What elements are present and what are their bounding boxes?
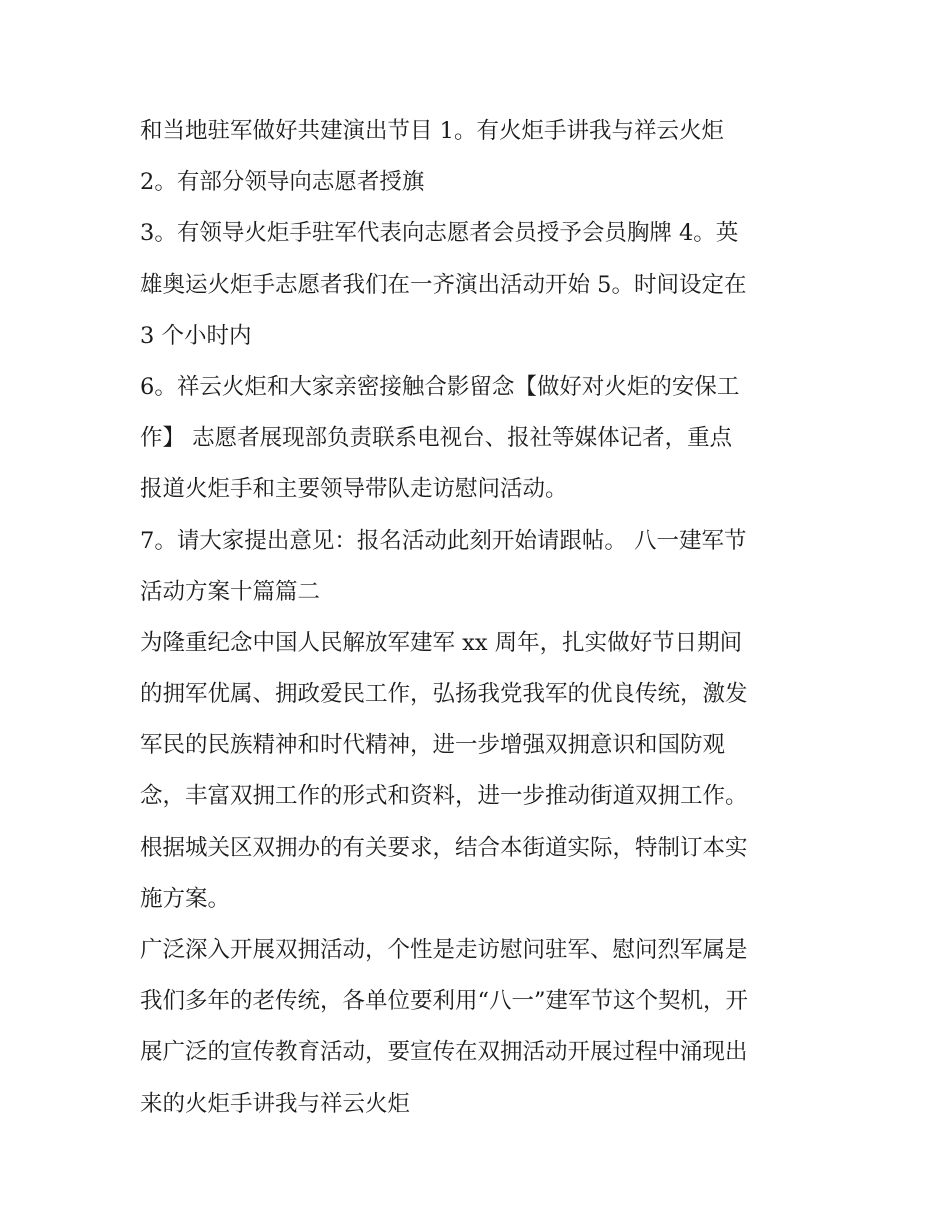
text-line: 军民的民族精神和时代精神，进一步增强双拥意识和国防观 bbox=[140, 732, 726, 759]
text-line: 2。有部分领导向志愿者授旗 bbox=[140, 169, 425, 196]
text-line: 展广泛的宣传教育活动，要宣传在双拥活动开展过程中涌现出 bbox=[140, 1039, 748, 1066]
section-title: 活动方案十篇篇二 bbox=[140, 578, 321, 605]
text-line: 根据城关区双拥办的有关要求，结合本街道实际，特制订本实 bbox=[140, 834, 748, 861]
text-line: 7。请大家提出意见：报名活动此刻开始请跟帖。 八一建军节 bbox=[140, 527, 747, 554]
text-line: 来的火炬手讲我与祥云火炬 bbox=[140, 1090, 411, 1117]
text-line: 雄奥运火炬手志愿者我们在一齐演出活动开始 5。时间设定在 bbox=[140, 271, 747, 298]
text-line: 3 个小时内 bbox=[140, 322, 252, 349]
text-line: 施方案。 bbox=[140, 885, 231, 912]
text-line: 我们多年的老传统，各单位要利用“八一”建军节这个契机，开 bbox=[140, 988, 749, 1015]
text-line: 6。祥云火炬和大家亲密接触合影留念【做好对火炬的安保工 bbox=[140, 373, 740, 400]
document-body bbox=[140, 106, 820, 1130]
text-line: 为隆重纪念中国人民解放军建军 xx 周年，扎实做好节日期间 bbox=[140, 629, 743, 656]
text-line: 报道火炬手和主要领导带队走访慰问活动。 bbox=[140, 476, 568, 503]
text-line: 广泛深入开展双拥活动，个性是走访慰问驻军、慰问烈军属是 bbox=[140, 937, 748, 963]
text-line: 念，丰富双拥工作的形式和资料，进一步推动街道双拥工作。 bbox=[140, 783, 748, 810]
text-line: 的拥军优属、拥政爱民工作，弘扬我党我军的优良传统，激发 bbox=[140, 681, 748, 708]
text-line: 和当地驻军做好共建演出节目 1。有火炬手讲我与祥云火炬 bbox=[140, 118, 724, 144]
text-line: 3。有领导火炬手驻军代表向志愿者会员授予会员胸牌 4。英 bbox=[140, 220, 739, 247]
text-line: 作】 志愿者展现部负责联系电视台、报社等媒体记者，重点 bbox=[140, 425, 733, 452]
